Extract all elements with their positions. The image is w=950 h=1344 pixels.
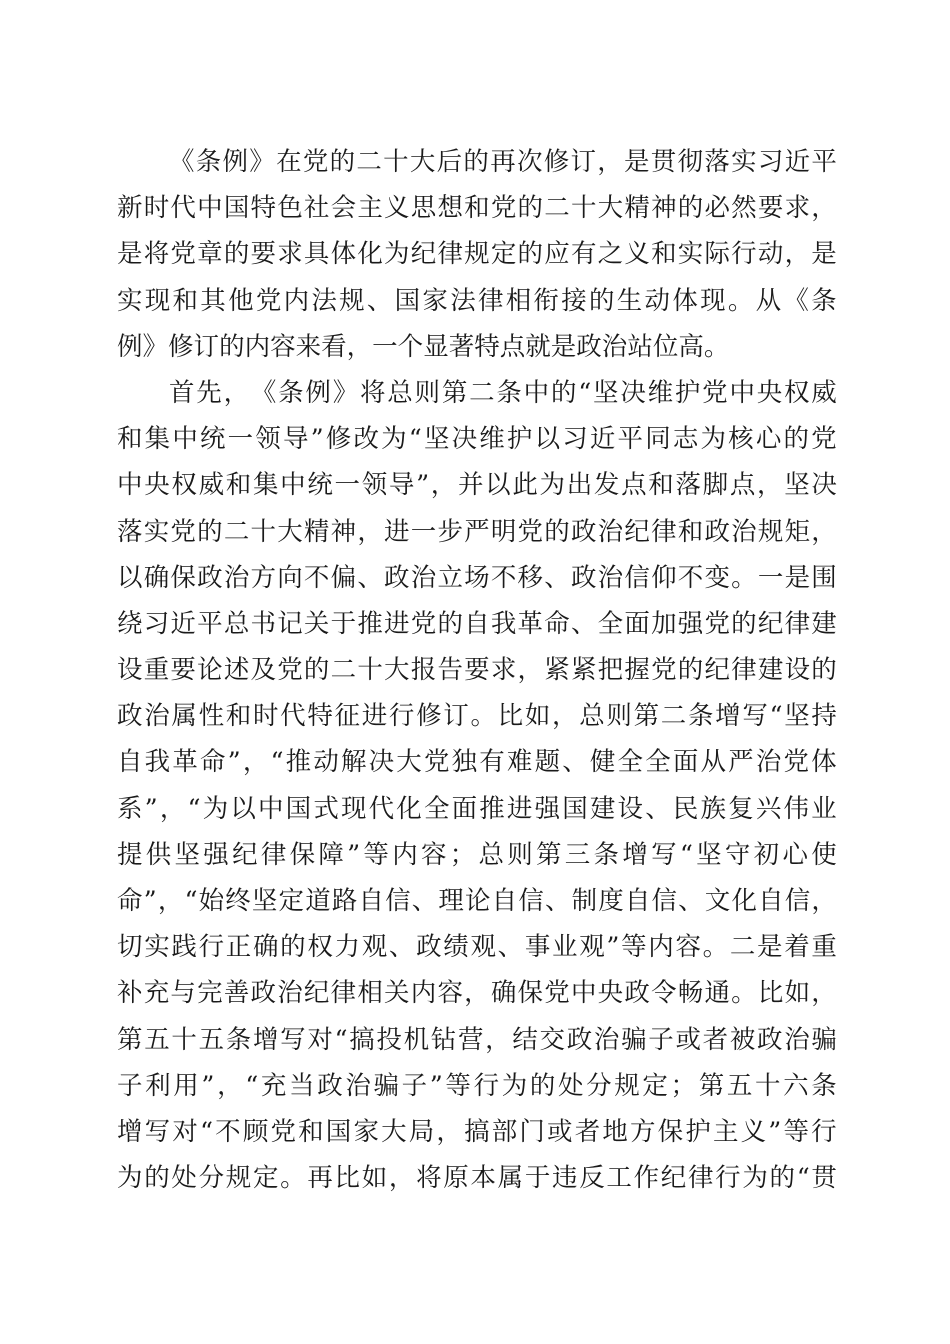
text-line: 增 写 对 “ 不 顾 党 和 国 家 大 局 ， 搞 部 门 或 者 地 方 保 护 主 义 ” 等 行 bbox=[117, 1116, 837, 1147]
text-line: 切 实 践 行 正 确 的 权 力 观 、 政 绩 观 、 事 业 观 ” 等 内 容 。 二 是 着 重 bbox=[117, 932, 837, 963]
text-line: 绕 习 近 平 总 书 记 关 于 推 进 党 的 自 我 革 命 、 全 面 加 强 党 的 纪 律 建 bbox=[117, 608, 837, 639]
text-line: 第 五 十 五 条 增 写 对 “ 搞 投 机 钻 营 ， 结 交 政 治 骗 子 或 者 被 政 治 骗 bbox=[117, 1024, 837, 1055]
text-line: 自 我 革 命 ” ， “ 推 动 解 决 大 党 独 有 难 题 、 健 全 全 面 从 严 治 党 体 bbox=[117, 747, 837, 778]
text-line: 中 央 权 威 和 集 中 统 一 领 导 ” ， 并 以 此 为 出 发 点 和 落 脚 点 ， 坚 决 bbox=[117, 470, 837, 501]
text-line: 政 治 属 性 和 时 代 特 征 进 行 修 订 。 比 如 ， 总 则 第 二 条 增 写 “ 坚 持 bbox=[117, 701, 837, 732]
text-line: 《 条 例 》 在 党 的 二 十 大 后 的 再 次 修 订 ， 是 贯 彻 落 实 习 近 平 bbox=[169, 147, 837, 177]
text-line: 设 重 要 论 述 及 党 的 二 十 大 报 告 要 求 ， 紧 紧 把 握 党 的 纪 律 建 设 的 bbox=[117, 655, 837, 686]
text-line: 为 的 处 分 规 定 。 再 比 如 ， 将 原 本 属 于 违 反 工 作 纪 律 行 为 的 “ 贯 bbox=[117, 1163, 837, 1194]
text-line: 补 充 与 完 善 政 治 纪 律 相 关 内 容 ， 确 保 党 中 央 政 令 畅 通 。 比 如 ， bbox=[117, 978, 837, 1009]
text-line: 实 现 和 其 他 党 内 法 规 、 国 家 法 律 相 衔 接 的 生 动 体 现 。 从 《 条 bbox=[117, 285, 837, 316]
text-line: 提 供 坚 强 纪 律 保 障 ” 等 内 容 ； 总 则 第 三 条 增 写 “ 坚 守 初 心 使 bbox=[117, 839, 837, 870]
text-line: 命 ” ， “ 始 终 坚 定 道 路 自 信 、 理 论 自 信 、 制 度 自 信 、 文 化 自 信 ， bbox=[117, 886, 837, 916]
text-line: 子 利 用 ” ， “ 充 当 政 治 骗 子 ” 等 行 为 的 处 分 规 定 ； 第 五 十 六 条 bbox=[117, 1070, 837, 1101]
document-body bbox=[117, 139, 837, 1201]
text-line: 和 集 中 统 一 领 导 ” 修 改 为 “ 坚 决 维 护 以 习 近 平 同 志 为 核 心 的 党 bbox=[117, 424, 837, 455]
text-line: 新 时 代 中 国 特 色 社 会 主 义 思 想 和 党 的 二 十 大 精 神 的 必 然 要 求 ， bbox=[117, 193, 837, 224]
text-line: 例 》 修 订 的 内 容 来 看 ， 一 个 显 著 特 点 就 是 政 治 站 位 高 。 bbox=[117, 331, 730, 362]
text-line: 系 ” ， “ 为 以 中 国 式 现 代 化 全 面 推 进 强 国 建 设 、 民 族 复 兴 伟 业 bbox=[117, 793, 837, 824]
text-line: 首 先 ， 《 条 例 》 将 总 则 第 二 条 中 的 “ 坚 决 维 护 党 中 央 权 威 bbox=[169, 377, 837, 408]
text-line: 是 将 党 章 的 要 求 具 体 化 为 纪 律 规 定 的 应 有 之 义 和 实 际 行 动 ， 是 bbox=[117, 239, 837, 270]
text-line: 以 确 保 政 治 方 向 不 偏 、 政 治 立 场 不 移 、 政 治 信 仰 不 变 。 一 是 围 bbox=[117, 562, 837, 593]
text-line: 落 实 党 的 二 十 大 精 神 ， 进 一 步 严 明 党 的 政 治 纪 律 和 政 治 规 矩 ， bbox=[117, 516, 837, 547]
